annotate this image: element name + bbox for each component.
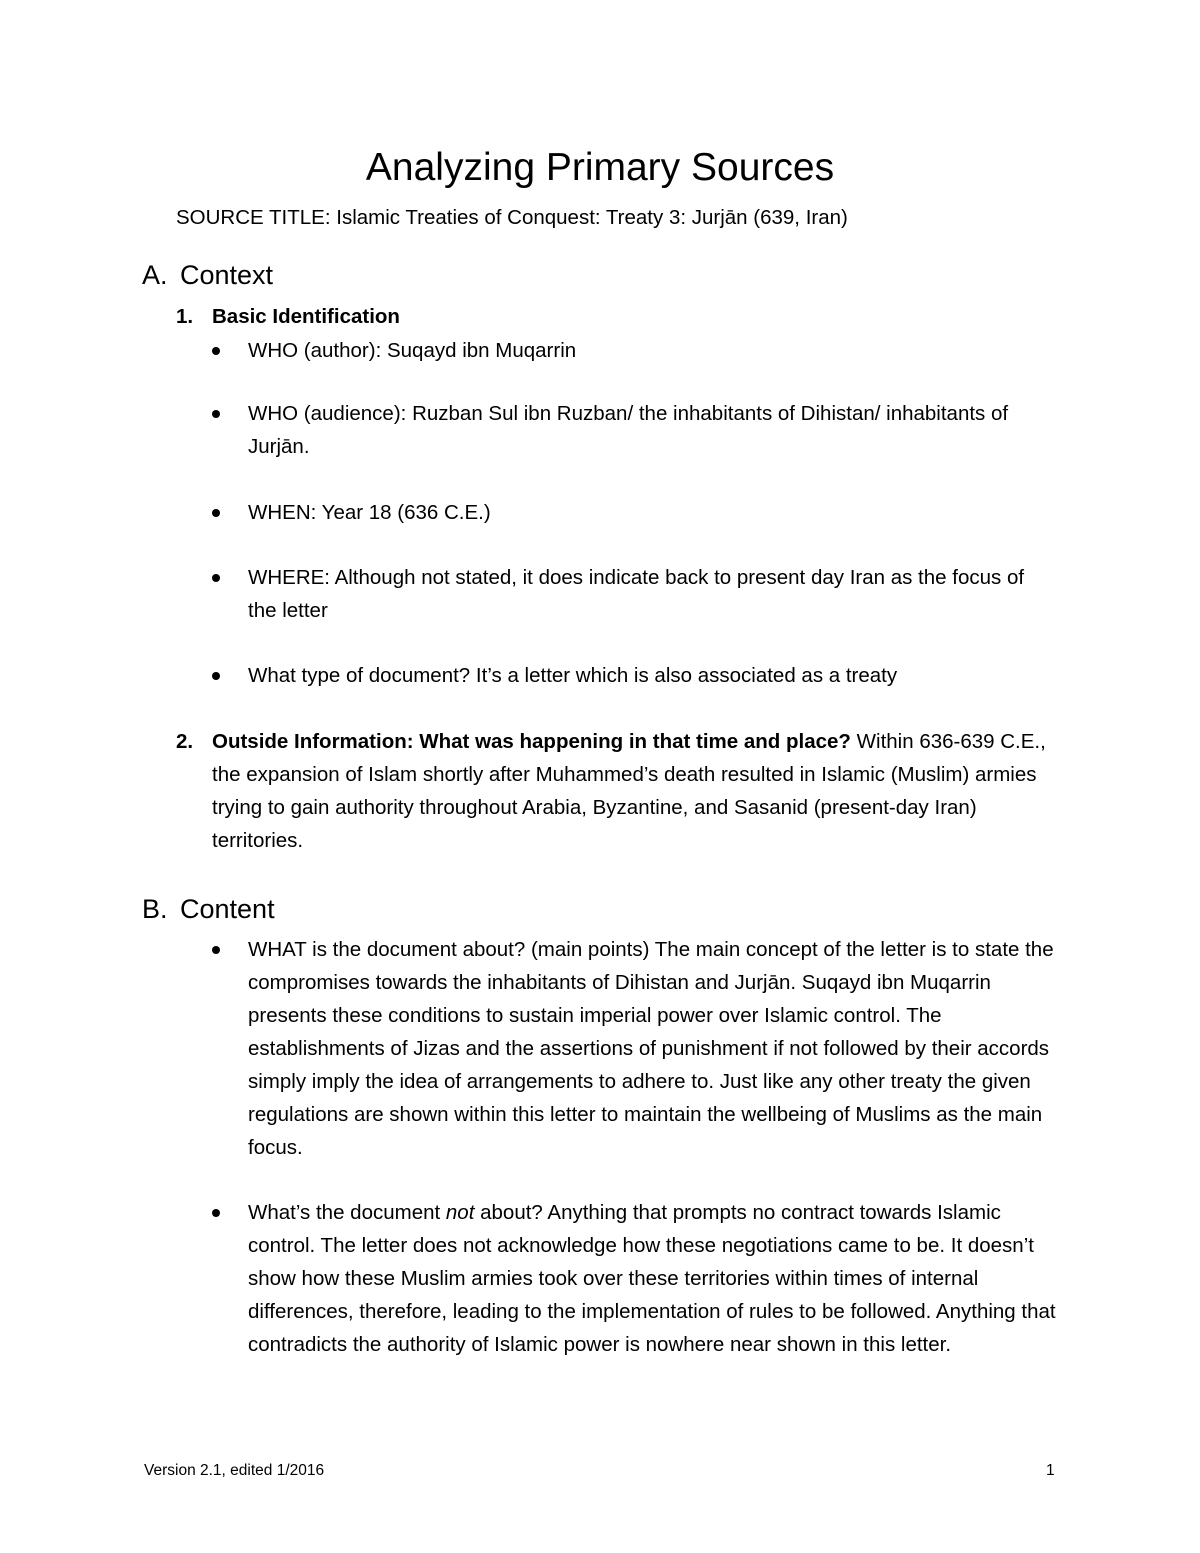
item-2-text: Within 636-639 C.E., the expansion of Islam shortly after Muhammed’s death resulted in Islamic (Muslim) armies trying to gain authority throughout Arabia, Byzantine, and Sasanid (present-day Iran) territories. [212,730,1046,852]
outside-information-item [176,725,1056,857]
footer-version: Version 2.1, edited 1/2016 [144,1462,325,1479]
not-about-text: Anything that prompts no contract towards Islamic control. The letter does not acknowledge how these negotiations came to be. It doesn’t show how these Muslim armies took over these territories within times of internal differences, therefore, leading to the implementation of rules to be followed. Anything that contradicts the authority of Islamic power is nowhere near shown in this letter. [248,1201,1056,1356]
what-about-text: The main concept of the letter is to state the compromises towards the inhabitants of Dihistan and Jurjān. Suqayd ibn Muqarrin presents these conditions to sustain imperial power over Islamic control. The establishments of Jizas and the assertions of punishment if not followed by their accords simply imply the idea of arrangements to adhere to. Just like any other treaty the given regulations are shown within this letter to maintain the wellbeing of Muslims as the main focus. [248,938,1054,1159]
bullet-dot-icon [212,946,220,954]
section-b-heading [142,894,275,925]
bullet-dot-icon [212,574,220,582]
bullet-when [212,496,1057,529]
item-2-title: Outside Information: What was happening in that time and place? [212,730,851,753]
bullet-where [212,561,1057,627]
bullet-dot-icon [212,410,220,418]
not-about-label-pre: What’s the document [248,1201,441,1224]
not-about-label-emphasis: not [445,1201,475,1224]
who-author-value: Suqayd ibn Muqarrin [386,339,577,362]
item-1-number: 1. [176,305,194,328]
what-about-label: WHAT is the document about? (main points) [248,938,650,961]
section-b-title: Content [180,894,275,924]
page-title: Analyzing Primary Sources [365,146,835,189]
when-value: Year 18 (636 C.E.) [321,501,491,524]
document-type-value: It’s a letter which is also associated as a treaty [475,664,898,687]
bullet-dot-icon [212,509,220,517]
source-title-value: Islamic Treaties of Conquest: Treaty 3: Jurjān (639, Iran) [336,206,848,229]
bullet-document-type [212,659,1057,692]
bullet-what-about [212,933,1057,1164]
section-a-title: Context [180,260,274,290]
source-title-line [176,206,848,230]
section-a-heading [142,260,273,291]
who-author-label: WHO (author): [248,339,382,362]
bullet-who-author [212,334,1057,367]
bullet-dot-icon [212,672,220,680]
bullet-who-audience [212,397,1057,463]
not-about-label-post: about? [480,1201,543,1224]
when-label: WHEN: [248,501,317,524]
document-type-label: What type of document? [248,664,471,687]
who-audience-value: Ruzban Sul ibn Ruzban/ the inhabitants of Dihistan/ inhabitants of Jurjān. [248,402,1009,458]
where-label: WHERE: [248,566,330,589]
item-2-number: 2. [176,730,194,753]
who-audience-label: WHO (audience): [248,402,407,425]
source-title-label: SOURCE TITLE: [176,206,331,229]
bullet-dot-icon [212,1209,220,1217]
item-1-title: Basic Identification [212,305,400,328]
where-value: Although not stated, it does indicate back to present day Iran as the focus of the letter [248,566,1025,622]
section-b-letter: B. [142,894,168,924]
section-a-letter: A. [142,260,168,290]
bullet-dot-icon [212,347,220,355]
bullet-not-about [212,1196,1057,1361]
basic-identification-heading [176,300,1056,333]
footer-page-number: 1 [1046,1462,1055,1479]
